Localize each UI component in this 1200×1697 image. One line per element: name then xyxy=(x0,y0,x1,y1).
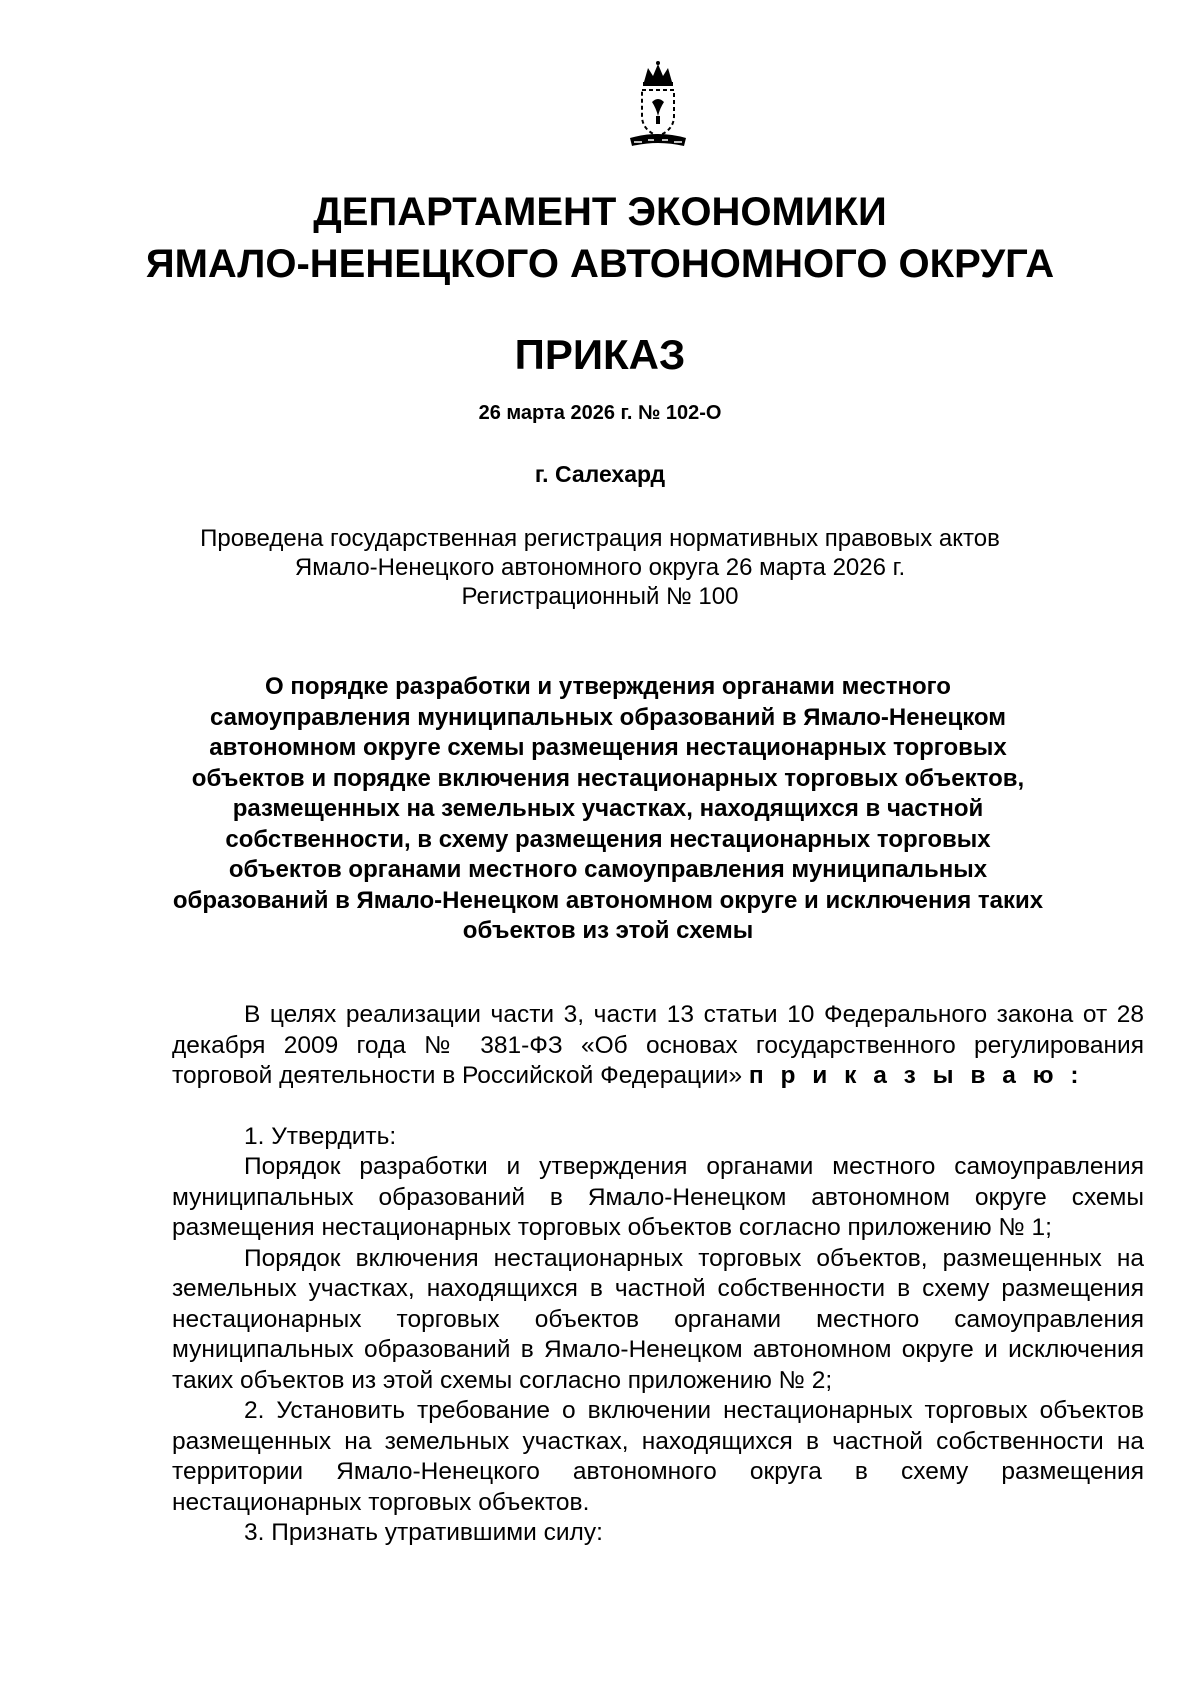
item-2: 2. Установить требование о включении нестационарных торговых объектов размещенных на земельных участках, находящихся в частной собственности на территории Ямало-Ненецкого автономного округа в схему размещения нестационарных торговых объектов. xyxy=(172,1397,1144,1516)
item-1-appendix-2: Порядок включения нестационарных торговых объектов, размещенных на земельных участках, находящихся в частной собственности в схему размещения нестационарных торговых объектов органами местного самоуправления муниципальных образований в Ямало-Ненецком автономном округе и исключения таких объектов из этой схемы согласно приложению № 2; xyxy=(172,1244,1144,1394)
order-date-number: 26 марта 2026 г. № 102-О xyxy=(478,402,722,424)
department-title xyxy=(100,186,1100,290)
registration-line1: Проведена государственная регистрация нормативных правовых актов xyxy=(200,525,1000,552)
preamble-paragraph xyxy=(172,1000,1144,1092)
order-type-heading: ПРИКАЗ xyxy=(514,331,686,378)
department-title-line1: ДЕПАРТАМЕНТ ЭКОНОМИКИ xyxy=(313,190,887,234)
registration-line2: Ямало-Ненецкого автономного округа 26 марта 2026 г. xyxy=(294,554,906,581)
order-body xyxy=(172,1000,1144,1549)
item-3: 3. Признать утратившими силу: xyxy=(244,1519,603,1546)
registration-line3: Регистрационный № 100 xyxy=(461,583,739,610)
order-command: п р и к а з ы в а ю : xyxy=(748,1062,1084,1089)
item-1-heading: 1. Утвердить: xyxy=(244,1122,397,1150)
coat-of-arms-emblem xyxy=(618,60,698,152)
department-title-line2: ЯМАЛО-НЕНЕЦКОГО АВТОНОМНОГО ОКРУГА xyxy=(145,242,1055,286)
order-subject-title: О порядке разработки и утверждения органами местного самоуправления муниципальных образований в Ямало-Ненецком автономном округе схемы размещения нестационарных торговых объектов и порядке включения нестационарных торговых объектов, размещенных на земельных участках, находящихся в частной собственности, в схему размещения нестационарных торговых объектов органами местного самоуправления муниципальных образований в Ямало-Ненецком автономном округе и исключения таких объектов из этой схемы xyxy=(172,673,1044,944)
registration-note xyxy=(100,524,1100,611)
item-1-appendix-1: Порядок разработки и утверждения органами местного самоуправления муниципальных образований в Ямало-Ненецком автономном округе схемы размещения нестационарных торговых объектов согласно приложению № 1; xyxy=(172,1153,1144,1241)
preamble-text: В целях реализации части 3, части 13 статьи 10 Федерального закона от 28 декабря 2009 года № 381-ФЗ «Об основах государственного регулирования торговой деятельности в Российской Федерации» xyxy=(172,1001,1144,1089)
order-city: г. Салехард xyxy=(534,461,666,487)
